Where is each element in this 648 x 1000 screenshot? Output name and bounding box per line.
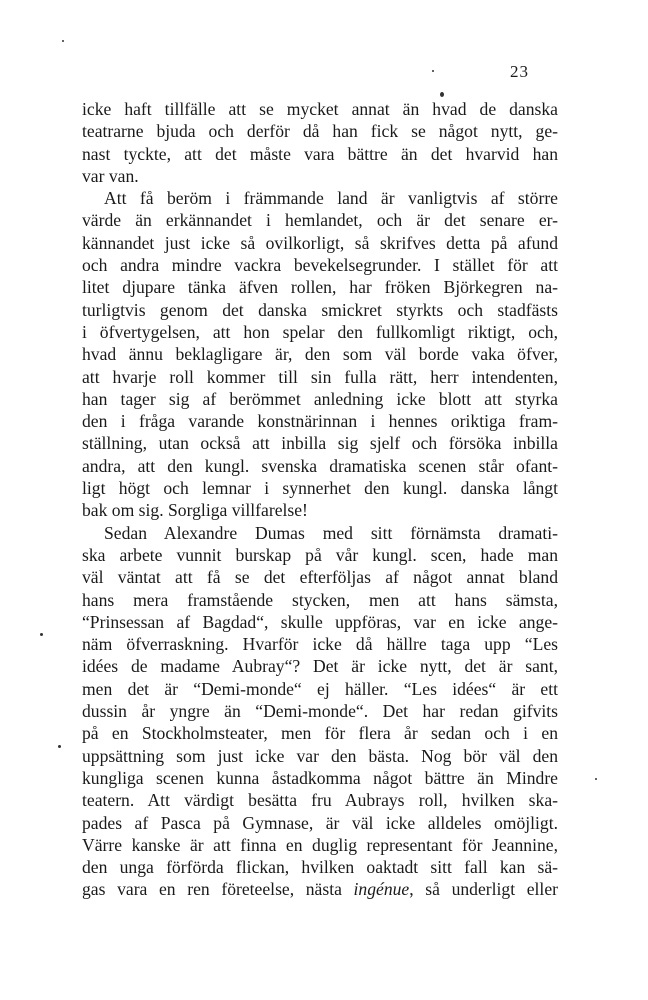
text-segment: gas vara en ren företeelse, nästa	[82, 879, 354, 900]
text-line: men det är “Demi-monde“ ej häller. “Les idées“ är ett	[82, 678, 558, 699]
text-line: Att få beröm i främmande land är vanligtvis af större	[104, 188, 558, 209]
text-line: turligtvis genom det danska smickret styrkts och stadfästs	[82, 299, 558, 320]
text-line: på en Stockholmsteater, men för flera år sedan och i en	[82, 723, 558, 744]
text-line: uppsättning som just icke var den bästa. Nog bör väl den	[82, 745, 558, 766]
text-line: att hvarje roll kommer till sin fulla rätt, herr intendenten,	[82, 366, 558, 387]
text-line: litet djupare tänka äfven rollen, har fröken Björkegren na-	[82, 277, 558, 298]
text-line: kungliga scenen kunna åstadkomma något bättre än Mindre	[82, 767, 558, 788]
text-line	[82, 878, 558, 900]
text-line: Värre kanske är att finna en duglig representant för Jeannine,	[82, 834, 558, 855]
text-line: icke haft tillfälle att se mycket annat än hvad de danska	[82, 99, 558, 119]
text-block	[82, 98, 558, 901]
text-line: väl väntat att få se det efterföljas af något annat bland	[82, 567, 558, 588]
text-line: ställning, utan också att inbilla sig sjelf och försöka inbilla	[82, 433, 558, 454]
page-number: 23	[510, 62, 529, 81]
text-line: hans mera framstående stycken, men att hans sämsta,	[82, 589, 558, 610]
text-line: värde än erkännandet i hemlandet, och är det senare er-	[82, 210, 558, 231]
text-line: han tager sig af berömmet anledning icke blott att styrka	[82, 388, 558, 409]
italic-word: ingénue	[353, 879, 410, 900]
text-line: dussin år yngre än “Demi-monde“. Det har redan gifvits	[82, 701, 558, 722]
text-line: “Prinsessan af Bagdad“, skulle uppföras, var en icke ange-	[82, 611, 558, 632]
scan-speck	[58, 745, 61, 748]
text-line: idées de madame Aubray“? Det är icke nytt, det är sant,	[82, 656, 558, 677]
text-line: teatrarne bjuda och derför då han fick se något nytt, ge-	[82, 121, 558, 142]
scan-speck	[595, 778, 597, 780]
text-line: den unga förförda flickan, hvilken oaktadt sitt fall kan sä-	[82, 857, 558, 878]
text-line: pades af Pasca på Gymnase, är väl icke alldeles omöjligt.	[82, 812, 558, 833]
text-line: den i fråga varande konstnärinnan i hennes oriktiga fram-	[82, 411, 558, 432]
text-line: kännandet just icke så ovilkorligt, så skrifves detta på afund	[82, 232, 558, 253]
scan-speck	[440, 92, 444, 97]
text-line: andra, att den kungl. svenska dramatiska scenen står ofant-	[82, 455, 558, 476]
text-line: nast tyckte, att det måste vara bättre än det hvarvid han	[82, 143, 558, 164]
text-line: teatern. Att värdigt besätta fru Aubrays roll, hvilken ska-	[82, 790, 558, 811]
text-line: näm öfverraskning. Hvarför icke då hällre taga upp “Les	[82, 634, 558, 655]
text-line: var van.	[82, 165, 139, 186]
text-line: och andra mindre vackra bevekelsegrunder. I stället för att	[82, 255, 558, 276]
text-line: ska arbete vunnit burskap på vår kungl. scen, hade man	[82, 544, 558, 565]
text-line: ligt högt och lemnar i synnerhet den kungl. danska långt	[82, 478, 558, 499]
scan-speck	[62, 40, 64, 42]
text-line: hvad ännu beklagligare är, den som väl borde vaka öfver,	[82, 344, 558, 365]
scan-speck	[40, 633, 43, 636]
text-segment: , så underligt eller	[409, 879, 558, 900]
text-line: bak om sig. Sorgliga villfarelse!	[82, 500, 308, 521]
text-line: i öfvertygelsen, att hon spelar den fullkomligt riktigt, och,	[82, 321, 558, 342]
text-line: Sedan Alexandre Dumas med sitt förnämsta dramati-	[104, 522, 558, 543]
scan-speck	[432, 70, 434, 72]
